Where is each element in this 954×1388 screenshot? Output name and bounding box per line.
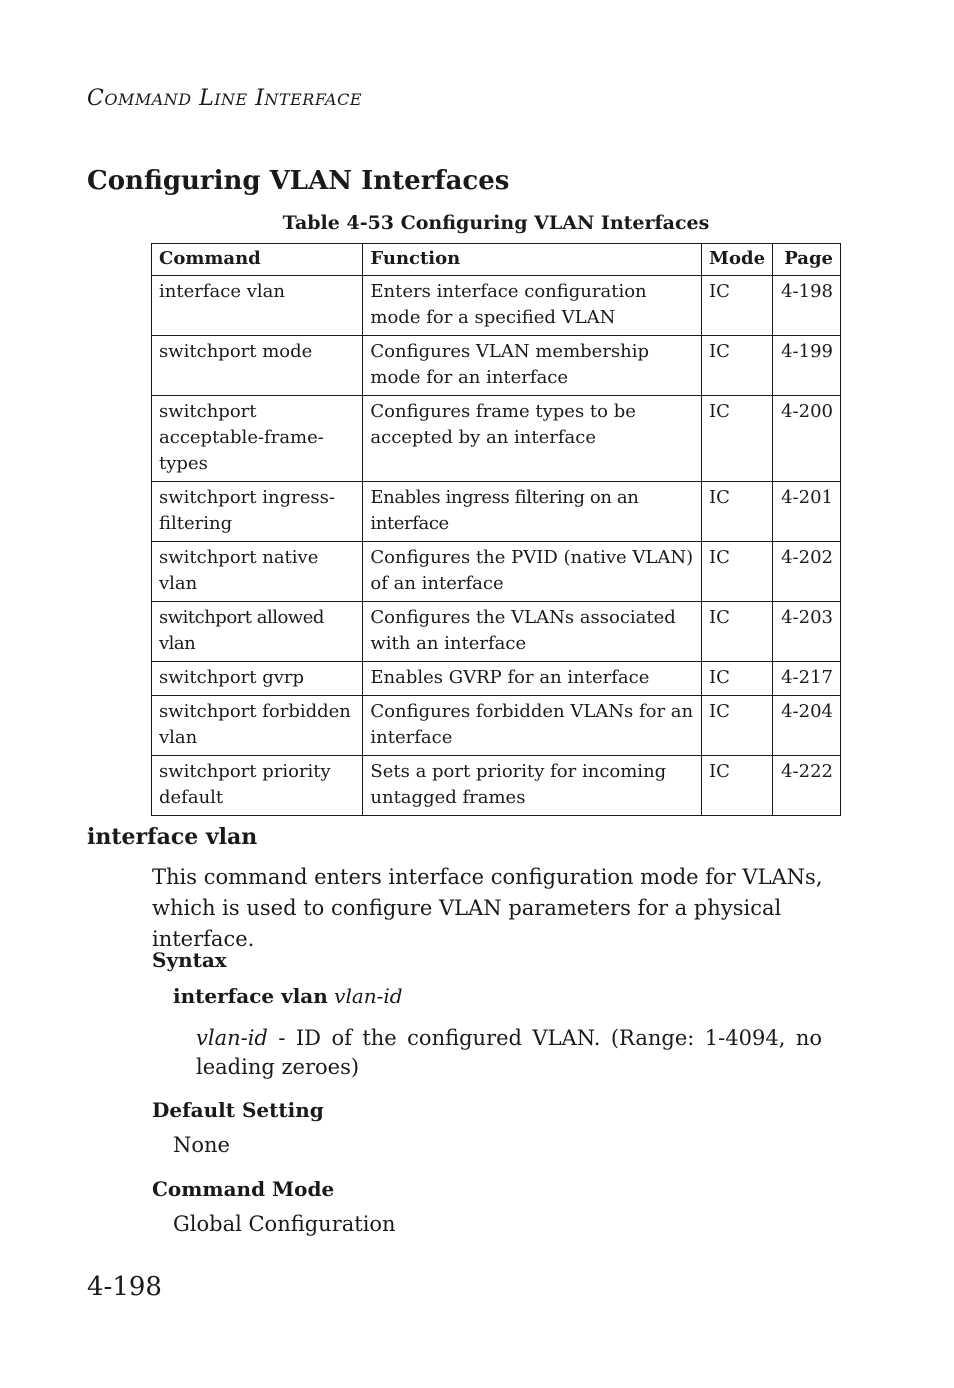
mode-value: Global Configuration — [173, 1212, 396, 1236]
column-header: Function — [363, 244, 702, 276]
function-cell: Configures forbidden VLANs for an interface — [363, 696, 702, 756]
table-row — [152, 696, 841, 756]
command-table — [151, 243, 841, 816]
page-cell: 4-199 — [773, 336, 841, 396]
mode-cell: IC — [702, 756, 773, 816]
mode-cell: IC — [702, 276, 773, 336]
function-cell: Sets a port priority for incoming untagged frames — [363, 756, 702, 816]
mode-heading: Command Mode — [152, 1177, 335, 1201]
header-cap: L — [199, 86, 215, 111]
command-cell: switchport gvrp — [152, 662, 363, 696]
column-header: Page — [773, 244, 841, 276]
command-cell: interface vlan — [152, 276, 363, 336]
command-cell: switchport acceptable-frame-types — [152, 396, 363, 482]
header-rest: NTERFACE — [264, 90, 363, 109]
table-row — [152, 542, 841, 602]
page-number: 4-198 — [87, 1272, 162, 1302]
command-cell: switchport allowed vlan — [152, 602, 363, 662]
table-row — [152, 396, 841, 482]
default-heading: Default Setting — [152, 1098, 324, 1122]
column-header: Mode — [702, 244, 773, 276]
table-row — [152, 662, 841, 696]
running-header — [87, 86, 362, 111]
page-cell: 4-202 — [773, 542, 841, 602]
page-cell: 4-203 — [773, 602, 841, 662]
header-rest: INE — [214, 90, 248, 109]
function-cell: Enables ingress filtering on an interface — [363, 482, 702, 542]
page-cell: 4-198 — [773, 276, 841, 336]
command-cell: switchport ingress-filtering — [152, 482, 363, 542]
function-cell: Configures the VLANs associated with an interface — [363, 602, 702, 662]
table-row — [152, 482, 841, 542]
table-row — [152, 756, 841, 816]
mode-cell: IC — [702, 602, 773, 662]
command-cell: switchport native vlan — [152, 542, 363, 602]
parameter-text: - ID of the configured VLAN. (Range: 1-4094, no leading zeroes) — [196, 1026, 822, 1079]
mode-cell: IC — [702, 696, 773, 756]
function-cell: Configures the PVID (native VLAN) of an interface — [363, 542, 702, 602]
function-cell: Enters interface configuration mode for a specified VLAN — [363, 276, 702, 336]
parameter-description — [196, 1024, 822, 1082]
page-cell: 4-204 — [773, 696, 841, 756]
table-row — [152, 336, 841, 396]
header-cap: C — [87, 86, 105, 111]
mode-cell: IC — [702, 396, 773, 482]
command-cell: switchport mode — [152, 336, 363, 396]
mode-cell: IC — [702, 662, 773, 696]
table-row — [152, 602, 841, 662]
page-cell: 4-201 — [773, 482, 841, 542]
command-description: This command enters interface configuration mode for VLANs, which is used to configure VLAN parameters for a physical interface. — [152, 865, 823, 951]
function-cell: Configures frame types to be accepted by an interface — [363, 396, 702, 482]
syntax-keyword: interface vlan — [173, 984, 328, 1008]
syntax-heading: Syntax — [152, 948, 227, 972]
command-cell: switchport priority default — [152, 756, 363, 816]
table-row — [152, 276, 841, 336]
column-header: Command — [152, 244, 363, 276]
function-cell: Enables GVRP for an interface — [363, 662, 702, 696]
mode-cell: IC — [702, 336, 773, 396]
table-caption: Table 4-53 Configuring VLAN Interfaces — [282, 212, 710, 234]
command-cell: switchport forbidden vlan — [152, 696, 363, 756]
syntax-argument: vlan-id — [334, 984, 403, 1008]
page-cell: 4-217 — [773, 662, 841, 696]
header-rest: OMMAND — [104, 90, 192, 109]
table-header-row — [152, 244, 841, 276]
command-title: interface vlan — [87, 824, 258, 850]
page-cell: 4-200 — [773, 396, 841, 482]
section-title: Configuring VLAN Interfaces — [87, 166, 510, 196]
syntax-line — [173, 984, 403, 1008]
function-cell: Configures VLAN membership mode for an interface — [363, 336, 702, 396]
parameter-name: vlan-id — [196, 1026, 268, 1050]
header-cap: I — [255, 86, 265, 111]
page-cell: 4-222 — [773, 756, 841, 816]
mode-cell: IC — [702, 542, 773, 602]
default-value: None — [173, 1133, 230, 1157]
mode-cell: IC — [702, 482, 773, 542]
